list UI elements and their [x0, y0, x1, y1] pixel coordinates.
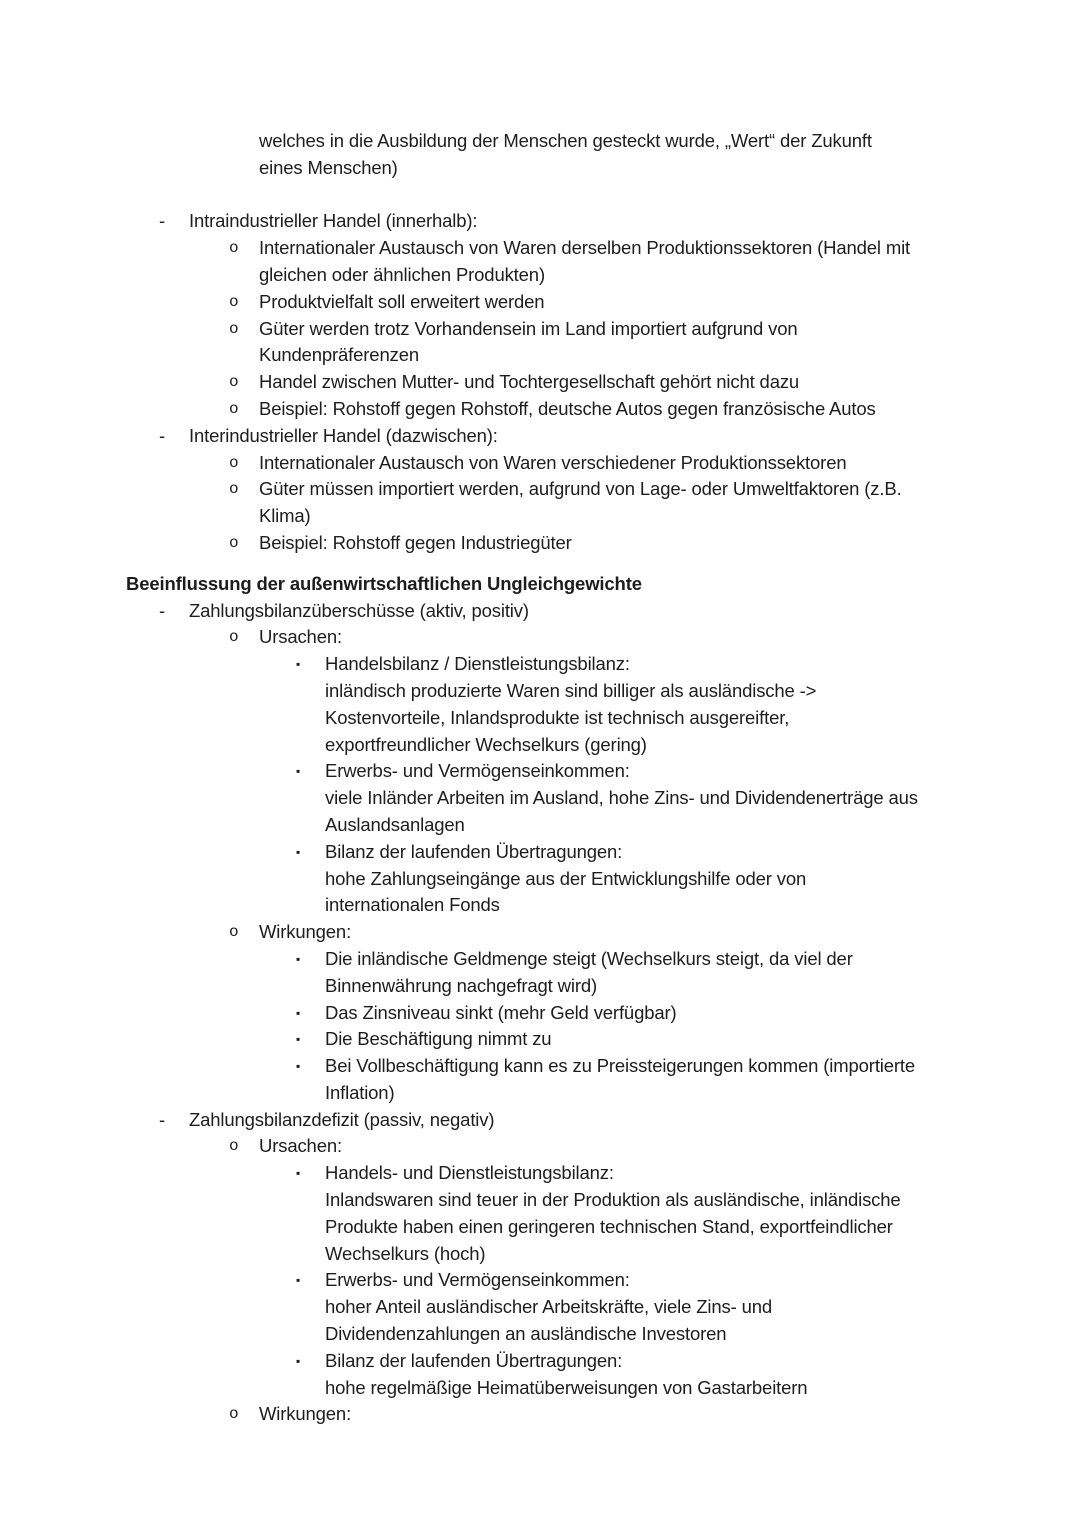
wrapped-line	[0, 973, 1080, 1000]
list-item-text: Bilanz der laufenden Übertragungen:	[325, 1349, 623, 1371]
sub-bullet-item	[0, 235, 1080, 262]
list-item-text: Dividendenzahlungen an ausländische Investoren	[325, 1323, 727, 1345]
circle-bullet-icon: o	[229, 453, 239, 472]
list-item-text: gleichen oder ähnlichen Produkten)	[259, 263, 545, 285]
wrapped-line	[0, 892, 1080, 919]
wrapped-line	[0, 1241, 1080, 1268]
sub-sub-bullet-item	[0, 1160, 1080, 1187]
list-item-text: Bilanz der laufenden Übertragungen:	[325, 840, 623, 862]
list-item-text: internationalen Fonds	[325, 894, 500, 916]
list-item-text: Erwerbs- und Vermögenseinkommen:	[325, 1269, 630, 1291]
wrapped-line	[0, 1187, 1080, 1214]
dash-bullet-icon: -	[159, 424, 166, 446]
wrapped-line	[0, 785, 1080, 812]
wrapped-line	[0, 1214, 1080, 1241]
circle-bullet-icon: o	[229, 923, 239, 942]
list-item-text: Intraindustrieller Handel (innerhalb):	[189, 210, 478, 232]
list-item-text: Binnenwährung nachgefragt wird)	[325, 974, 597, 996]
sub-bullet-item	[0, 289, 1080, 316]
list-item-text: Die Beschäftigung nimmt zu	[325, 1028, 552, 1050]
bullet-item	[0, 423, 1080, 450]
circle-bullet-icon: o	[229, 292, 239, 311]
list-item-text: Güter müssen importiert werden, aufgrund von Lage- oder Umweltfaktoren (z.B.	[259, 478, 902, 500]
wrapped-line	[0, 812, 1080, 839]
list-item-text: Handelsbilanz / Dienstleistungsbilanz:	[325, 653, 630, 675]
square-bullet-icon: ▪	[296, 1353, 301, 1368]
section-heading-text: Beeinflussung der außenwirtschaftlichen Ungleichgewichte	[126, 572, 642, 594]
list-item-text: Internationaler Austausch von Waren derselben Produktionssektoren (Handel mit	[259, 237, 911, 259]
list-item-text: hoher Anteil ausländischer Arbeitskräfte, viele Zins- und	[325, 1296, 773, 1318]
list-item-text: Beispiel: Rohstoff gegen Industriegüter	[259, 531, 572, 553]
wrapped-line	[0, 1294, 1080, 1321]
dash-bullet-icon: -	[159, 599, 166, 621]
continuation-line	[0, 128, 1080, 155]
list-item-text: exportfreundlicher Wechselkurs (gering)	[325, 733, 647, 755]
sub-bullet-item	[0, 369, 1080, 396]
wrapped-line	[0, 342, 1080, 369]
square-bullet-icon: ▪	[296, 1005, 301, 1020]
dash-bullet-icon: -	[159, 210, 166, 232]
wrapped-line	[0, 1321, 1080, 1348]
list-item-text: Beispiel: Rohstoff gegen Rohstoff, deutsche Autos gegen französische Autos	[259, 397, 876, 419]
list-item-text: viele Inländer Arbeiten im Ausland, hohe Zins- und Dividendenerträge aus	[325, 787, 918, 809]
list-item-text: Erwerbs- und Vermögenseinkommen:	[325, 760, 630, 782]
wrapped-line	[0, 1375, 1080, 1402]
circle-bullet-icon: o	[229, 1405, 239, 1424]
circle-bullet-icon: o	[229, 373, 239, 392]
list-item-text: Zahlungsbilanzdefizit (passiv, negativ)	[189, 1108, 495, 1130]
bullet-item	[0, 208, 1080, 235]
sub-bullet-item	[0, 396, 1080, 423]
square-bullet-icon: ▪	[296, 764, 301, 779]
sub-sub-bullet-item	[0, 758, 1080, 785]
square-bullet-icon: ▪	[296, 951, 301, 966]
square-bullet-icon: ▪	[296, 1059, 301, 1074]
list-item-text: Wirkungen:	[259, 921, 352, 943]
sub-bullet-item	[0, 530, 1080, 557]
section-heading	[0, 571, 1080, 598]
list-item-text: Inflation)	[325, 1081, 395, 1103]
circle-bullet-icon: o	[229, 480, 239, 499]
sub-sub-bullet-item	[0, 1348, 1080, 1375]
list-item-text: Klima)	[259, 505, 311, 527]
square-bullet-icon: ▪	[296, 1032, 301, 1047]
wrapped-line	[0, 732, 1080, 759]
sub-bullet-item	[0, 450, 1080, 477]
list-item-text: inländisch produzierte Waren sind billiger als ausländische ->	[325, 679, 817, 701]
paragraph-text: eines Menschen)	[259, 156, 398, 178]
list-item-text: Ursachen:	[259, 1135, 342, 1157]
sub-bullet-item	[0, 1133, 1080, 1160]
sub-sub-bullet-item	[0, 946, 1080, 973]
list-item-text: Wechselkurs (hoch)	[325, 1242, 486, 1264]
continuation-line	[0, 155, 1080, 182]
wrapped-line	[0, 262, 1080, 289]
list-item-text: Handel zwischen Mutter- und Tochtergesellschaft gehört nicht dazu	[259, 371, 800, 393]
list-item-text: Wirkungen:	[259, 1403, 352, 1425]
sub-bullet-item	[0, 1401, 1080, 1428]
sub-bullet-item	[0, 316, 1080, 343]
list-item-text: hohe regelmäßige Heimatüberweisungen von Gastarbeitern	[325, 1376, 808, 1398]
sub-sub-bullet-item	[0, 1053, 1080, 1080]
bullet-item	[0, 1107, 1080, 1134]
list-item-text: hohe Zahlungseingänge aus der Entwicklungshilfe oder von	[325, 867, 807, 889]
square-bullet-icon: ▪	[296, 657, 301, 672]
paragraph-text: welches in die Ausbildung der Menschen gesteckt wurde, „Wert“ der Zukunft	[259, 130, 872, 151]
sub-bullet-item	[0, 624, 1080, 651]
list-item-text: Interindustrieller Handel (dazwischen):	[189, 424, 498, 446]
list-item-text: Produktvielfalt soll erweitert werden	[259, 290, 545, 312]
square-bullet-icon: ▪	[296, 844, 301, 859]
list-item-text: Zahlungsbilanzüberschüsse (aktiv, positiv)	[189, 599, 529, 621]
sub-sub-bullet-item	[0, 651, 1080, 678]
wrapped-line	[0, 678, 1080, 705]
wrapped-line	[0, 866, 1080, 893]
wrapped-line	[0, 503, 1080, 530]
square-bullet-icon: ▪	[296, 1273, 301, 1288]
list-item-text: Bei Vollbeschäftigung kann es zu Preissteigerungen kommen (importierte	[325, 1055, 916, 1077]
sub-bullet-item	[0, 476, 1080, 503]
wrapped-line	[0, 705, 1080, 732]
circle-bullet-icon: o	[229, 239, 239, 258]
list-item-text: Kostenvorteile, Inlandsprodukte ist technisch ausgereifter,	[325, 706, 790, 728]
list-item-text: Güter werden trotz Vorhandensein im Land importiert aufgrund von	[259, 317, 798, 339]
square-bullet-icon: ▪	[296, 1166, 301, 1181]
circle-bullet-icon: o	[229, 319, 239, 338]
sub-sub-bullet-item	[0, 1000, 1080, 1027]
sub-sub-bullet-item	[0, 839, 1080, 866]
wrapped-line	[0, 1080, 1080, 1107]
circle-bullet-icon: o	[229, 533, 239, 552]
circle-bullet-icon: o	[229, 399, 239, 418]
list-item-text: Auslandsanlagen	[325, 813, 465, 835]
dash-bullet-icon: -	[159, 1108, 166, 1130]
blank-line	[0, 182, 1080, 209]
circle-bullet-icon: o	[229, 1137, 239, 1156]
bullet-item	[0, 598, 1080, 625]
sub-sub-bullet-item	[0, 1026, 1080, 1053]
list-item-text: Internationaler Austausch von Waren verschiedener Produktionssektoren	[259, 451, 847, 473]
list-item-text: Produkte haben einen geringeren technischen Stand, exportfeindlicher	[325, 1215, 893, 1237]
circle-bullet-icon: o	[229, 628, 239, 647]
list-item-text: Handels- und Dienstleistungsbilanz:	[325, 1162, 614, 1184]
list-item-text: Inlandswaren sind teuer in der Produktion als ausländische, inländische	[325, 1189, 901, 1211]
list-item-text: Kundenpräferenzen	[259, 344, 419, 366]
list-item-text: Ursachen:	[259, 626, 342, 648]
sub-sub-bullet-item	[0, 1267, 1080, 1294]
sub-bullet-item	[0, 919, 1080, 946]
list-item-text: Die inländische Geldmenge steigt (Wechselkurs steigt, da viel der	[325, 947, 853, 969]
list-item-text: Das Zinsniveau sinkt (mehr Geld verfügbar)	[325, 1001, 677, 1023]
